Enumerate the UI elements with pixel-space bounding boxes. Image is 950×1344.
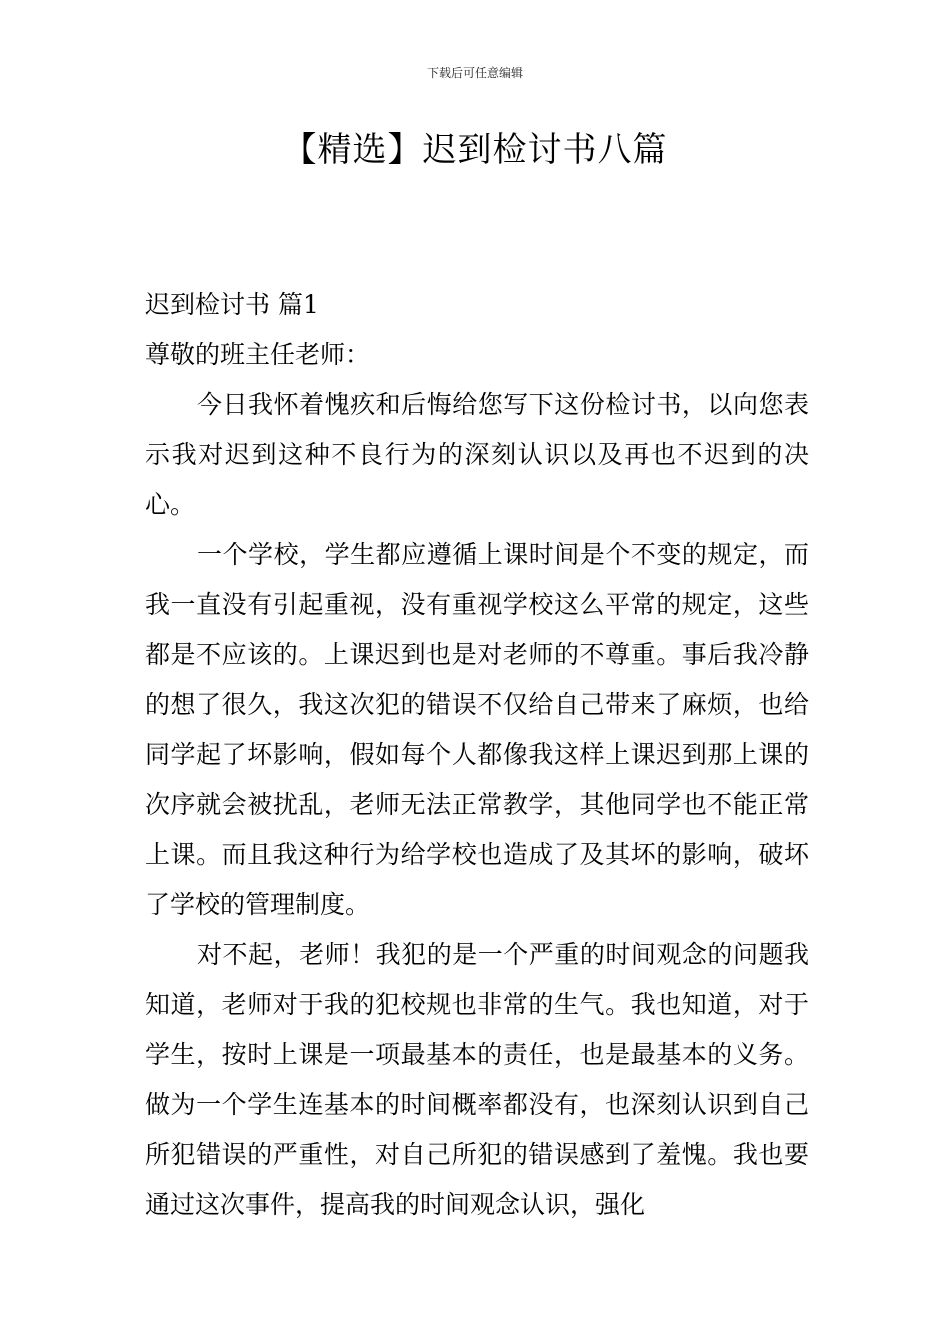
document-title: 【精选】迟到检讨书八篇 [282,130,668,170]
paragraph-2: 一个学校，学生都应遵循上课时间是个不变的规定，而我一直没有引起重视，没有重视学校这么平常的规定，这些都是不应该的。上课迟到也是对老师的不尊重。事后我冷静的想了很久，我这次犯的错误不仅给自己带来了麻烦，也给同学起了坏影响，假如每个人都像我这样上课迟到那上课的次序就会被扰乱，老师无法正常教学，其他同学也不能正常上课。而且我这种行为给学校也造成了及其坏的影响，破坏了学校的管理制度。 [145,540,809,919]
section-heading: 迟到检讨书 篇1 [145,290,319,319]
paragraph-1: 今日我怀着愧疚和后悔给您写下这份检讨书，以向您表示我对迟到这种不良行为的深刻认识以及再也不迟到的决心。 [145,390,809,519]
paragraph-3: 对不起，老师！我犯的是一个严重的时间观念的问题我知道，老师对于我的犯校规也非常的生气。我也知道，对于学生，按时上课是一项最基本的责任，也是最基本的义务。做为一个学生连基本的时间概率都没有，也深刻认识到自己所犯错误的严重性，对自己所犯的错误感到了羞愧。我也要通过这次事件，提高我的时间观念认识，强化 [145,940,809,1219]
header-note: 下载后可任意编辑 [426,66,523,80]
document-body [145,280,809,1230]
salutation: 尊敬的班主任老师： [145,340,371,369]
